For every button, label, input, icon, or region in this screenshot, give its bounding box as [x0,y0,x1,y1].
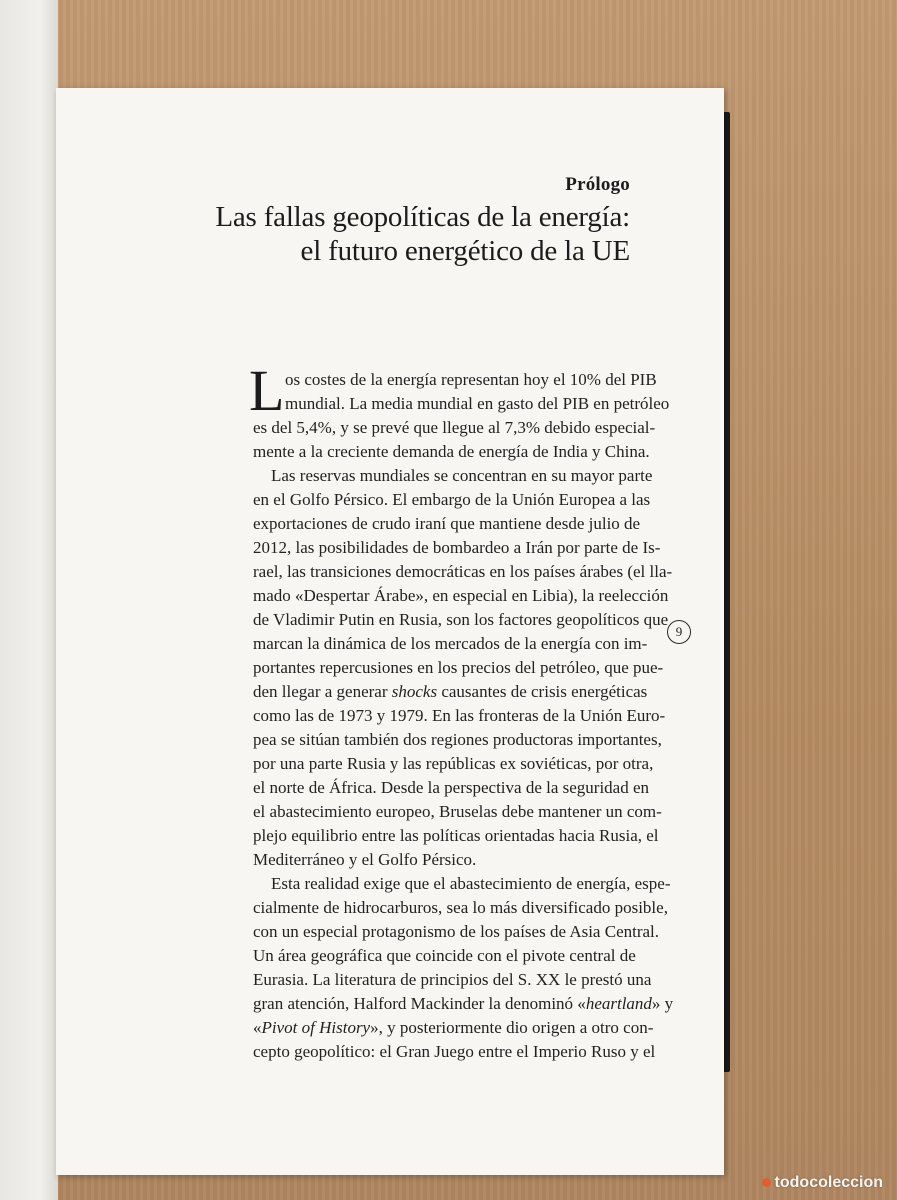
text-line: pea se sitúan también dos regiones productoras importantes, [253,730,662,749]
paragraph-1 [249,358,670,464]
watermark [762,1174,883,1192]
chapter-title [215,200,630,268]
text-line: el abastecimiento europeo, Bruselas debe mantener un com- [253,802,662,821]
text-run: », y posteriormente dio origen a otro con- [370,1018,654,1037]
text-line: cialmente de hidrocarburos, sea lo más diversificado posible, [253,898,668,917]
text-line: portantes repercusiones en los precios del petróleo, que pue- [253,658,664,677]
text-line: mente a la creciente demanda de energía de India y China. [253,442,650,461]
emphasis-heartland: heartland [585,994,652,1013]
text-run: den llegar a generar [253,682,392,701]
chapter-title-line-2: el futuro energético de la UE [300,235,630,267]
text-line: Eurasia. La literatura de principios del S. XX le prestó una [253,970,652,989]
text-line [253,1016,654,1040]
text-line: 2012, las posibilidades de bombardeo a Irán por parte de Is- [253,538,661,557]
chapter-title-line-1: Las fallas geopolíticas de la energía: [215,201,630,233]
emphasis-pivot-of-history: Pivot of History [261,1018,371,1037]
page-number: 9 [667,620,691,644]
text-line: en el Golfo Pérsico. El embargo de la Unión Europea a las [253,490,651,509]
text-line: mado «Despertar Árabe», en especial en Libia), la reelección [253,586,669,605]
emphasis-shocks: shocks [391,682,438,701]
drop-cap: L [249,358,285,423]
text-line: el norte de África. Desde la perspectiva de la seguridad en [253,778,650,797]
text-line [253,680,648,704]
text-line: rael, las transiciones democráticas en los países árabes (el lla- [253,562,673,581]
text-run: » y [651,994,674,1013]
text-line: exportaciones de crudo iraní que mantiene desde julio de [253,514,641,533]
text-line: por una parte Rusia y las repúblicas ex soviéticas, por otra, [253,754,654,773]
facing-page-edge [0,0,58,1200]
text-line: es del 5,4%, y se prevé que llegue al 7,3% debido especial- [253,418,656,437]
chapter-kicker: Prólogo [565,174,630,195]
book-page [56,88,724,1175]
text-line: como las de 1973 y 1979. En las fronteras de la Unión Euro- [253,706,666,725]
text-line: Mediterráneo y el Golfo Pérsico. [253,850,477,869]
paragraph-3 [253,872,674,1064]
body-text [249,358,674,1064]
text-run: causantes de crisis energéticas [437,682,648,701]
text-line: cepto geopolítico: el Gran Juego entre el Imperio Ruso y el [253,1042,656,1061]
text-line: os costes de la energía representan hoy el 10% del PIB [285,370,657,389]
watermark-text: todocoleccion [774,1174,883,1191]
text-line: marcan la dinámica de los mercados de la energía con im- [253,634,648,653]
text-line [253,992,674,1016]
text-line: Esta realidad exige que el abastecimiento de energía, espe- [271,874,671,893]
text-run: gran atención, Halford Mackinder la denominó « [253,994,586,1013]
text-line: con un especial protagonismo de los países de Asia Central. [253,922,660,941]
text-line: mundial. La media mundial en gasto del PIB en petróleo [285,394,670,413]
text-line: Un área geográfica que coincide con el pivote central de [253,946,636,965]
paragraph-2 [253,464,673,872]
text-line: Las reservas mundiales se concentran en su mayor parte [271,466,653,485]
text-line: de Vladimir Putin en Rusia, son los factores geopolíticos que [253,610,669,629]
text-line: plejo equilibrio entre las políticas orientadas hacia Rusia, el [253,826,659,845]
text-run: « [253,1018,262,1037]
logo-dot-icon [762,1178,771,1187]
